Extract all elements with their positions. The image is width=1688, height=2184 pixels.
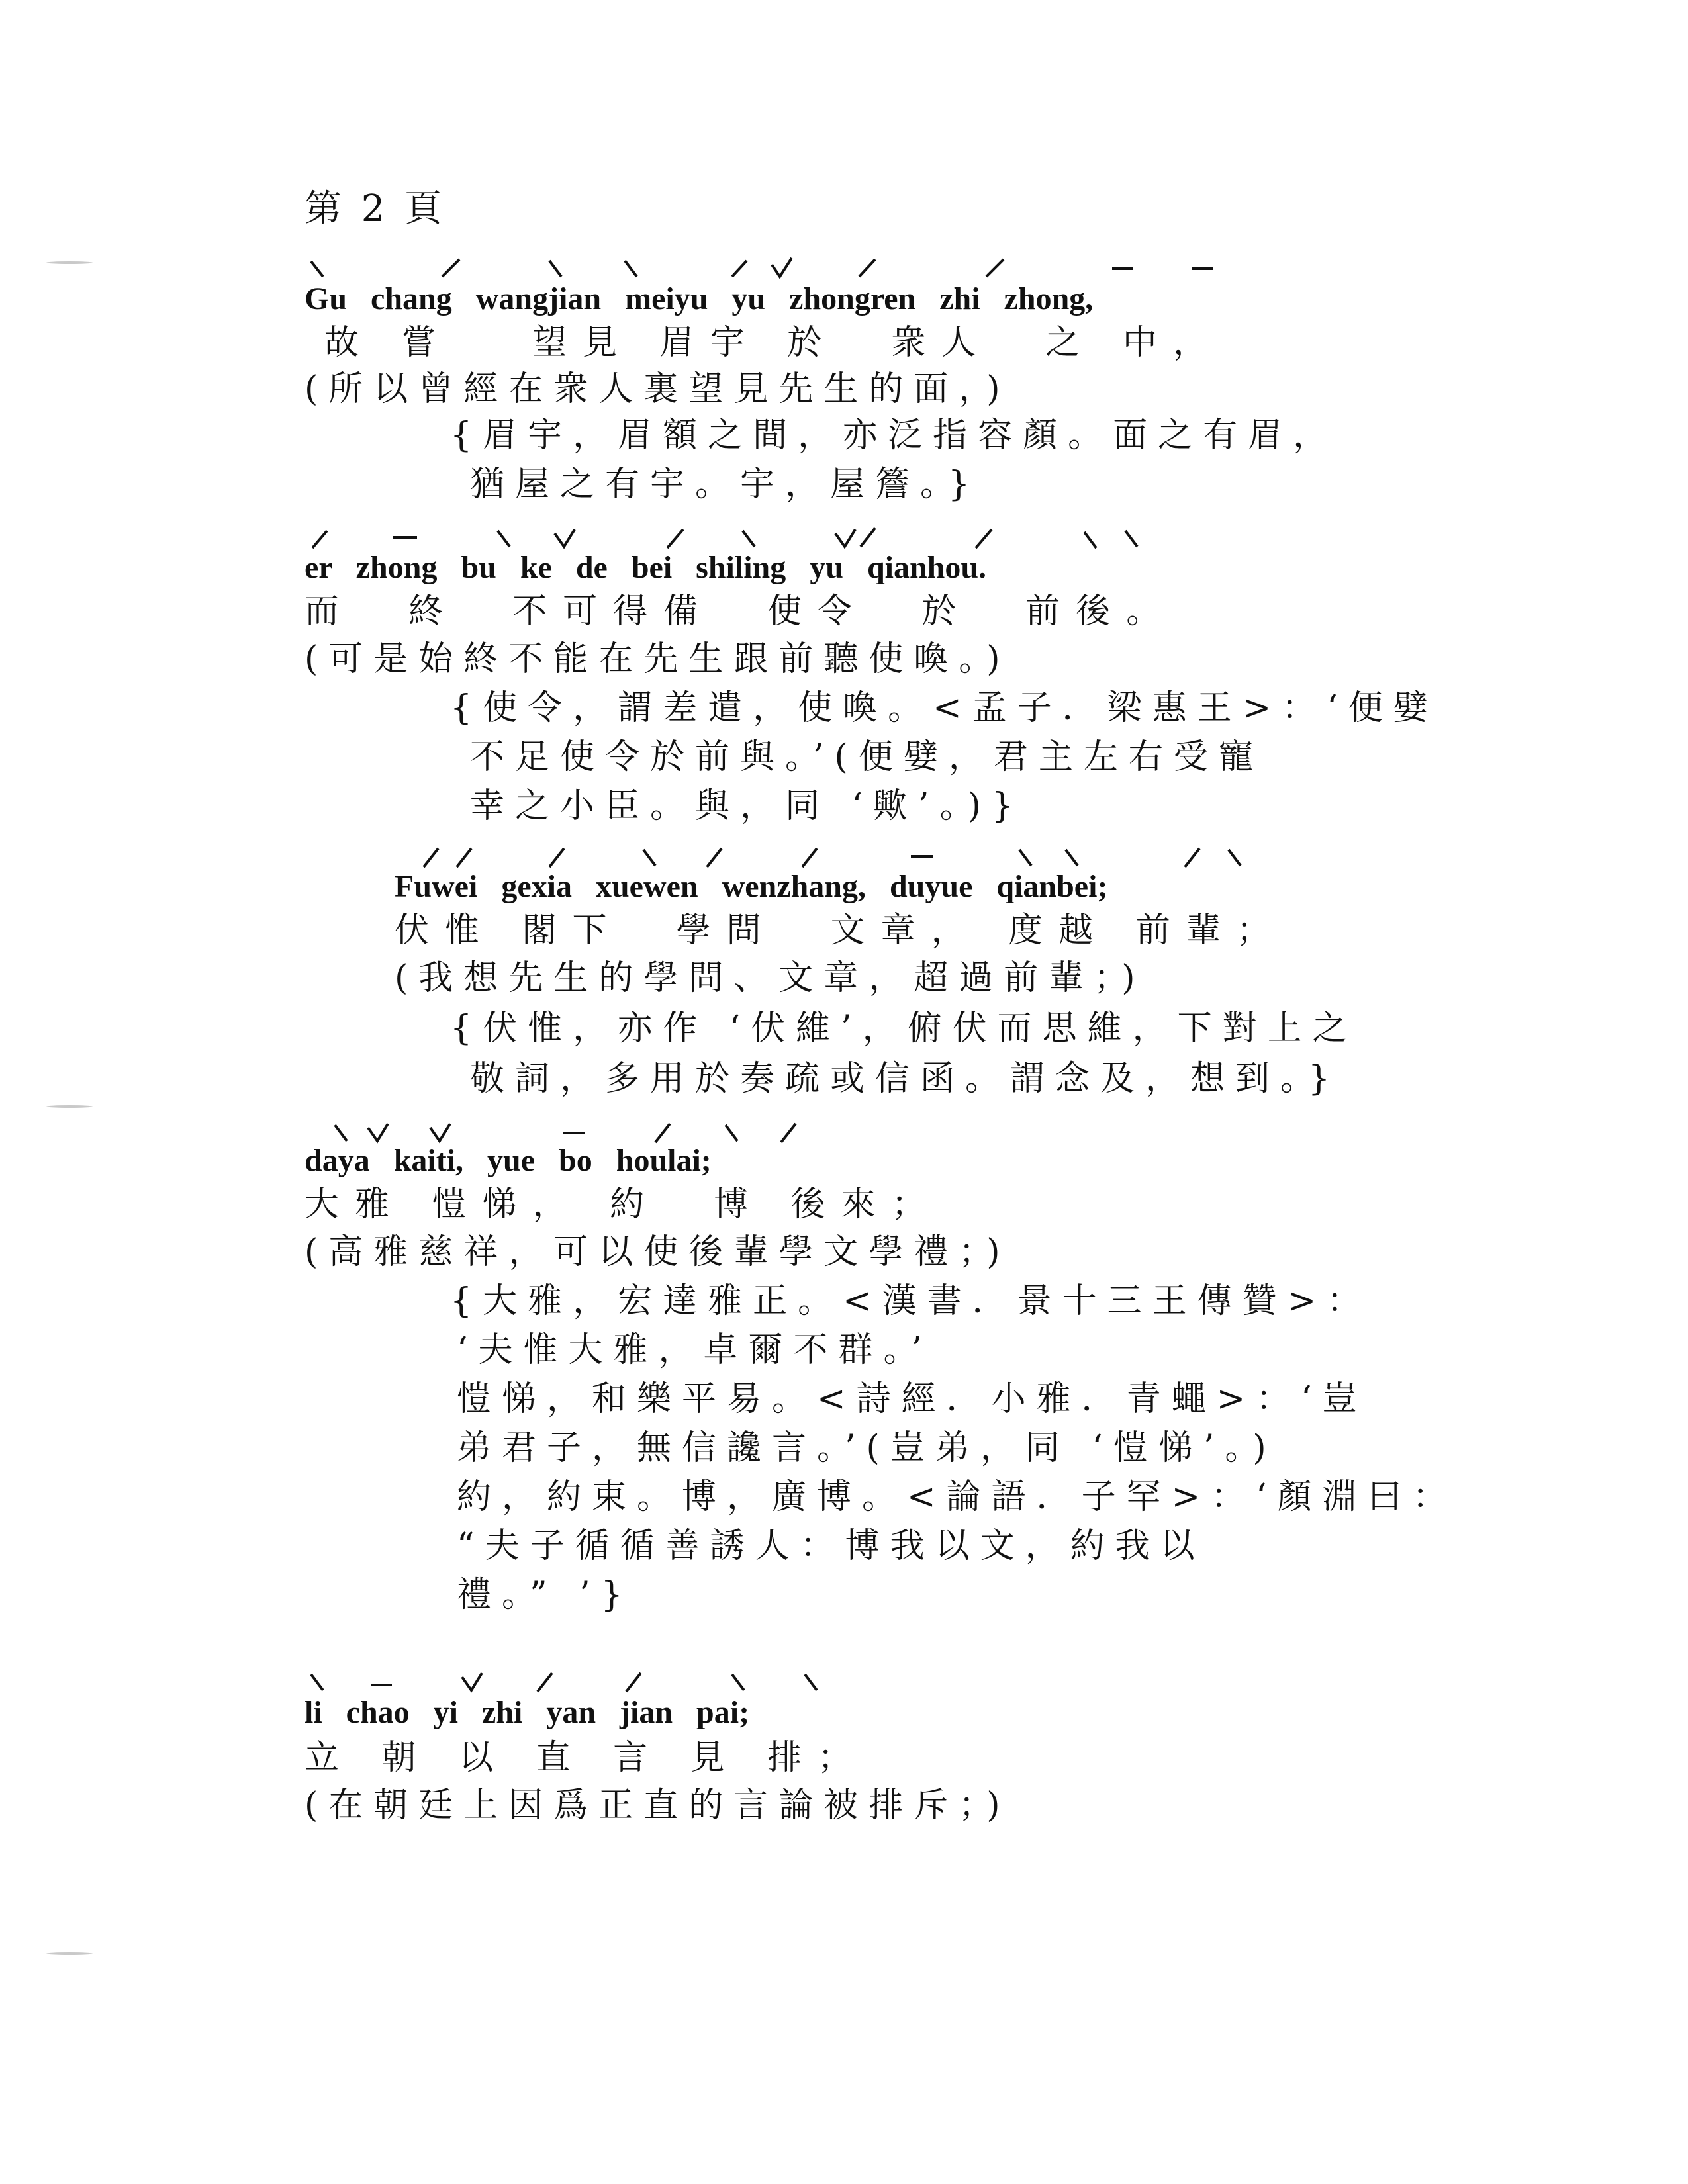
page-number-header: 第 2 頁 <box>305 187 446 230</box>
stanza-4-note-line: 弟君子，無信讒言。’(豈弟，同 ‘愷悌’。) <box>457 1428 1277 1468</box>
stanza-3-pinyin: Fuwei gexia xuewen wenzhang, duyue qianbei; <box>395 869 1108 904</box>
stanza-4-chinese: 大雅 愷悌， 約 博 後來； <box>305 1185 942 1224</box>
stanza-5-pinyin: li chao yi zhi yan jian pai; <box>305 1695 750 1730</box>
stanza-1-pinyin: Gu chang wangjian meiyu yu zhongren zhi zhong, <box>305 281 1094 316</box>
stanza-4-note-line: ‘夫惟大雅，卓爾不群。’ <box>457 1330 933 1370</box>
stanza-2-translation: (可是始終不能在先生跟前聽使喚。) <box>305 639 1011 679</box>
stanza-3-note-line: 敬詞，多用於奏疏或信函。謂念及，想到。} <box>470 1059 1341 1099</box>
stanza-1-note-line: {眉宇，眉額之間，亦泛指容顏。面之有眉， <box>450 416 1338 455</box>
punch-hole-mark <box>46 1952 93 1955</box>
stanza-3-translation: (我想先生的學問、文章，超過前輩；) <box>395 958 1146 998</box>
stanza-4-note-line: 禮。” ’} <box>457 1575 633 1615</box>
stanza-4-note-line: {大雅，宏達雅正。<漢書．景十三王傳贊>： <box>450 1281 1372 1321</box>
stanza-4-note-line: “夫子循循善誘人：博我以文，約我以 <box>457 1526 1205 1566</box>
stanza-4-pinyin: daya kaiti, yue bo houlai; <box>305 1143 712 1178</box>
stanza-5-translation: (在朝廷上因爲正直的言論被排斥；) <box>305 1786 1011 1825</box>
stanza-1-note-line: 猶屋之有宇。宇，屋簷。} <box>470 465 981 504</box>
stanza-4-note-line: 愷悌，和樂平易。<詩經．小雅．青蠅>：‘豈 <box>457 1379 1368 1419</box>
punch-hole-mark <box>46 1105 93 1108</box>
stanza-2-note-line: {使令，謂差遣，使喚。<孟子．梁惠王>：‘便嬖 <box>450 688 1438 728</box>
punch-hole-mark <box>46 261 93 264</box>
stanza-2-note-line: 幸之小臣。與，同 ‘歟’。)} <box>470 786 1024 826</box>
stanza-2-note-line: 不足使令於前與。’(便嬖，君主左右受寵 <box>470 737 1264 777</box>
stanza-2-chinese: 而 終 不可得備 使令 於 前後。 <box>305 592 1177 631</box>
stanza-3-note-line: {伏惟，亦作 ‘伏維’，俯伏而思維，下對上之 <box>450 1009 1358 1048</box>
stanza-4-translation: (高雅慈祥，可以使後輩學文學禮；) <box>305 1232 1011 1272</box>
stanza-1-translation: (所以曾經在衆人裏望見先生的面，) <box>305 369 1011 409</box>
stanza-4-note-line: 約，約束。博，廣博。<論語．子罕>：‘顏淵曰： <box>457 1477 1458 1517</box>
stanza-1-chinese: 故 嘗 望見 眉宇 於 衆人 之 中， <box>324 323 1223 363</box>
stanza-5-chinese: 立 朝 以 直 言 見 排； <box>305 1738 868 1778</box>
stanza-2-pinyin: er zhong bu ke de bei shiling yu qianhou. <box>305 550 987 585</box>
stanza-3-chinese: 伏惟 閣下 學問 文章， 度越 前輩； <box>395 911 1287 950</box>
